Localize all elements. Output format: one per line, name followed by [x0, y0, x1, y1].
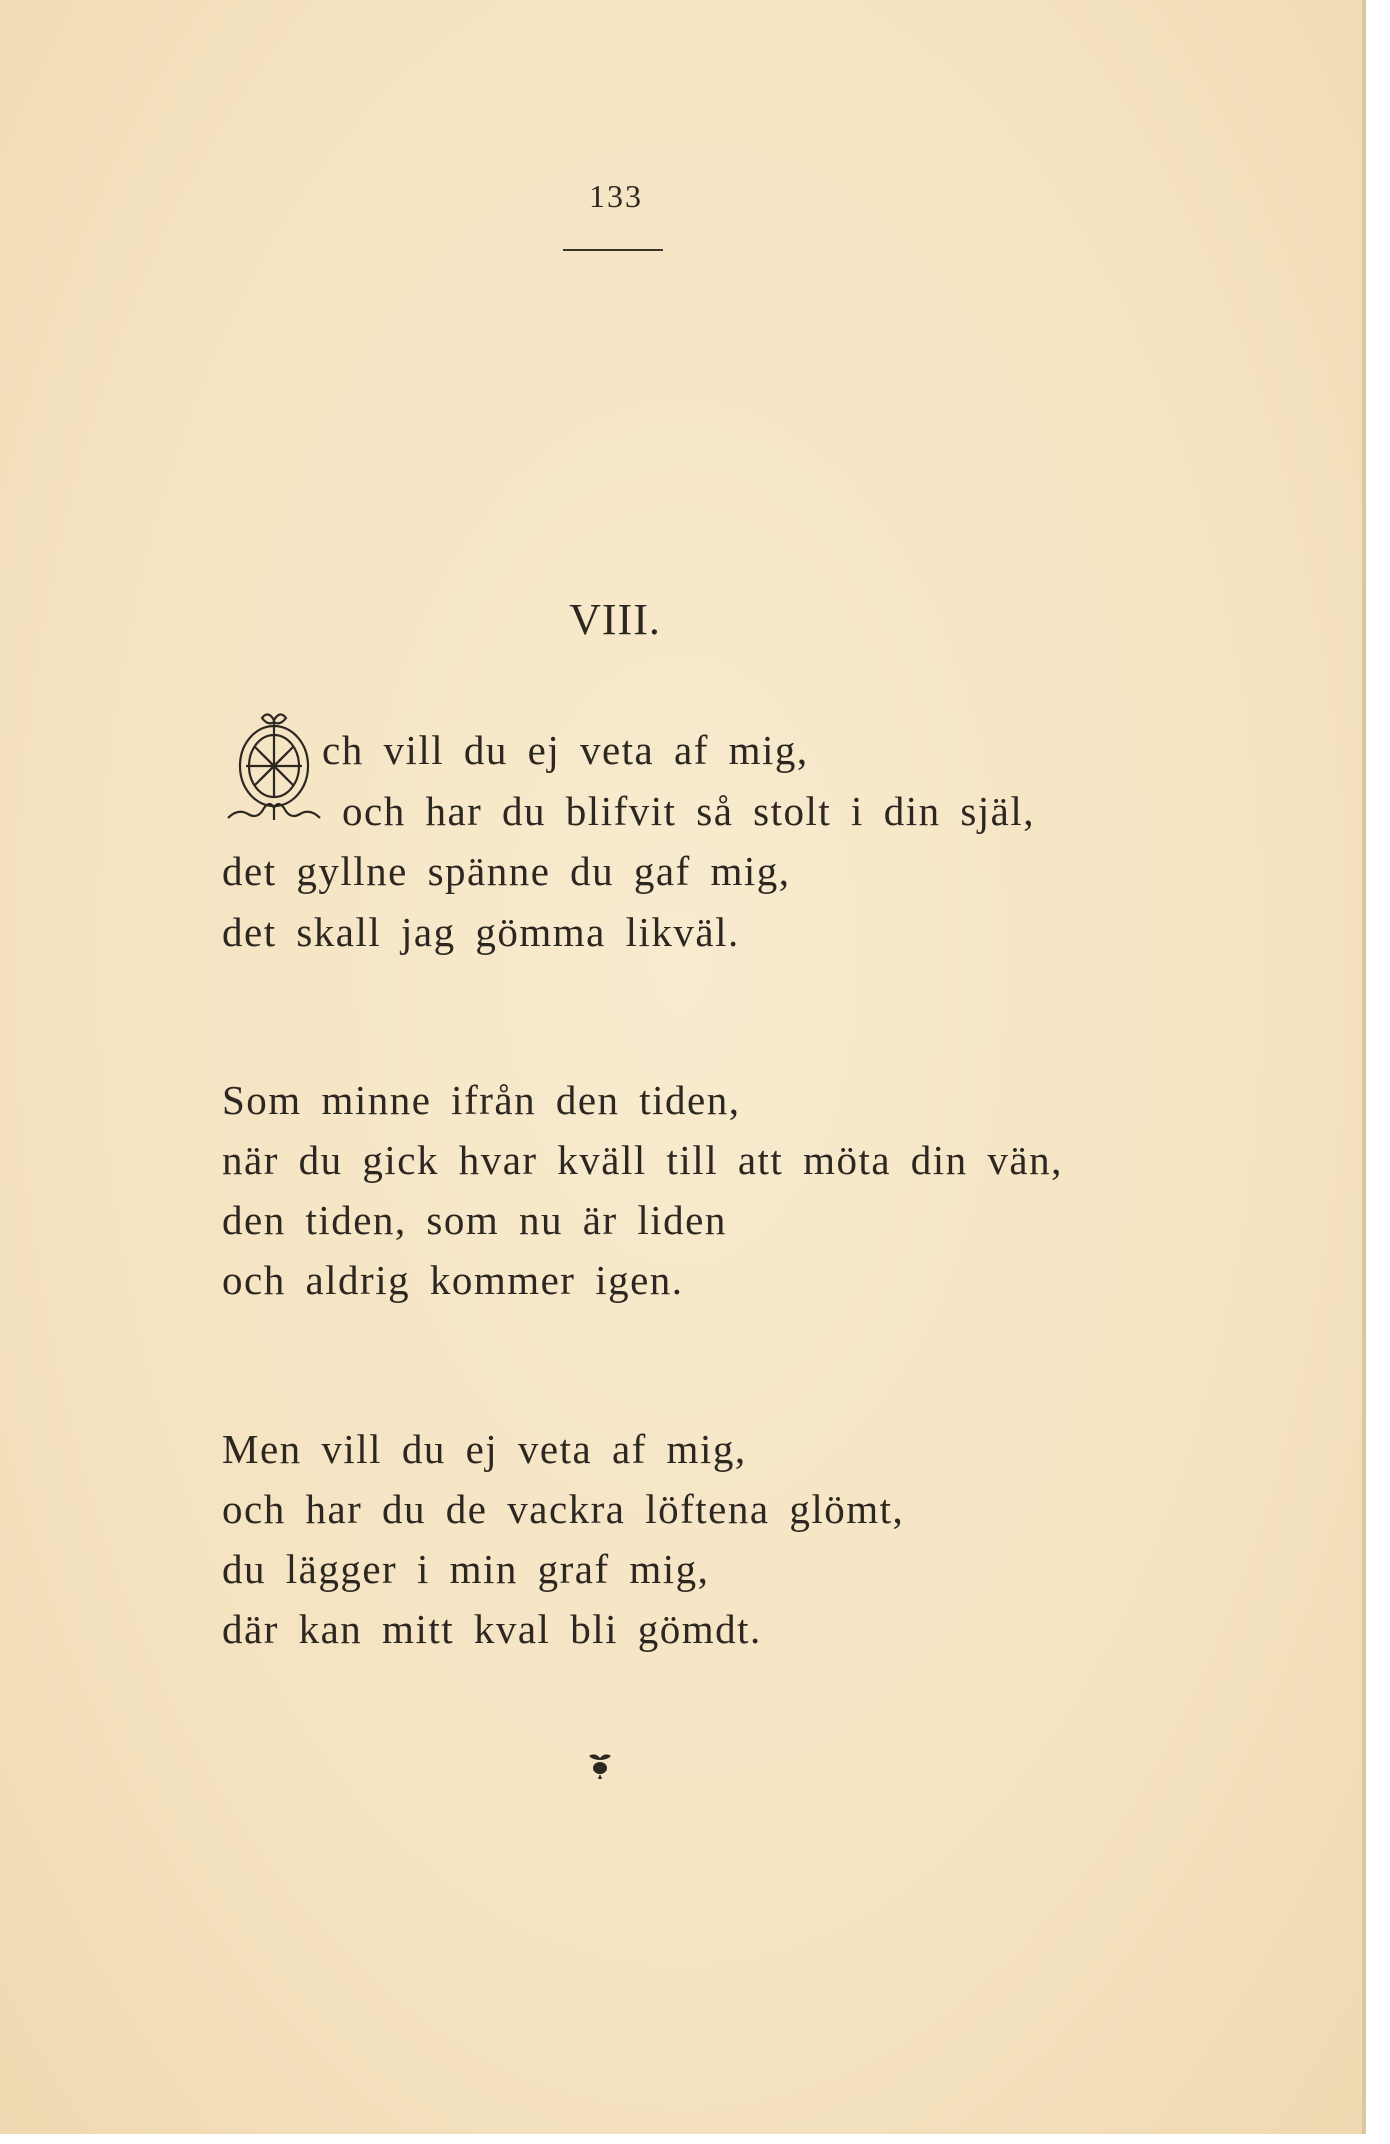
ornamental-initial-o-icon [224, 708, 322, 830]
fleuron-ornament-icon [585, 1750, 615, 1780]
poem-line: den tiden, som nu är liden [222, 1197, 727, 1243]
page-number-rule [563, 249, 663, 251]
poem-line: och aldrig kommer igen. [222, 1257, 684, 1303]
poem-line: Som minne ifrån den tiden, [222, 1077, 741, 1123]
poem-line: det gyllne spänne du gaf mig, [222, 848, 791, 894]
poem-line: och har du de vackra löftena glömt, [222, 1486, 905, 1532]
poem-number: VIII. [569, 595, 661, 644]
page-edge [1362, 0, 1366, 2134]
poem-line: där kan mitt kval bli gömdt. [222, 1606, 762, 1652]
poem-line: ch vill du ej veta af mig, [322, 727, 809, 773]
page-number: 133 [589, 178, 643, 214]
poem-line: du lägger i min graf mig, [222, 1546, 710, 1592]
poem-line: det skall jag gömma likväl. [222, 909, 740, 955]
poem-line: när du gick hvar kväll till att möta din vän, [222, 1137, 1063, 1183]
poem-line: Men vill du ej veta af mig, [222, 1426, 747, 1472]
poem-line: och har du blifvit så stolt i din själ, [342, 788, 1036, 834]
